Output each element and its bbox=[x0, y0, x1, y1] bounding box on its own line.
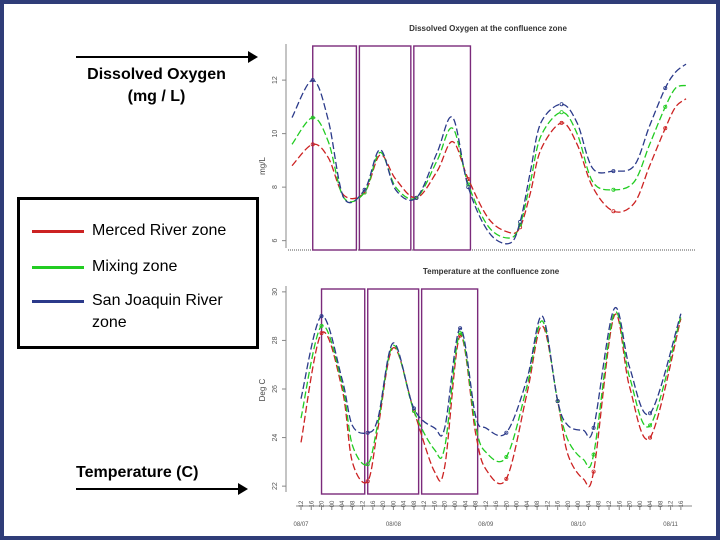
legend-line-merced bbox=[32, 230, 84, 233]
do-chart-title: Dissolved Oxygen at the confluence zone bbox=[409, 24, 567, 33]
temp-series-line-1 bbox=[301, 312, 681, 468]
legend-label-merced: Merced River zone bbox=[92, 222, 227, 239]
temp-xtick-label: 08 bbox=[473, 500, 480, 508]
temp-ytick-label: 24 bbox=[272, 433, 279, 442]
temp-data-point bbox=[648, 412, 651, 415]
do-ytick-label: 6 bbox=[272, 238, 279, 243]
legend-item-san-joaquin bbox=[32, 290, 252, 338]
temp-ytick-label: 22 bbox=[272, 482, 279, 490]
temp-xtick-label: 16 bbox=[309, 500, 316, 508]
temp-ytick-label: 26 bbox=[272, 385, 279, 393]
temp-xtick-label: 00 bbox=[391, 500, 398, 508]
legend-line-san-joaquin bbox=[32, 300, 84, 303]
temp-xtick-label: 08 bbox=[350, 500, 357, 508]
do-highlight-window bbox=[313, 46, 357, 250]
temp-date-label: 08/07 bbox=[293, 522, 309, 528]
temp-xtick-label: 00 bbox=[329, 500, 336, 508]
do-y-label: mg/L bbox=[258, 157, 267, 175]
do-arrow bbox=[76, 56, 256, 58]
temp-xtick-label: 00 bbox=[637, 500, 644, 508]
temp-series-line-0 bbox=[301, 314, 681, 487]
temp-xtick-label: 20 bbox=[565, 500, 572, 508]
temp-xtick-label: 04 bbox=[524, 500, 531, 508]
temp-xtick-label: 12 bbox=[299, 500, 305, 508]
temp-xtick-label: 16 bbox=[678, 500, 685, 508]
temp-xtick-label: 00 bbox=[514, 500, 521, 508]
temp-xtick-label: 16 bbox=[370, 500, 377, 508]
temp-xtick-label: 08 bbox=[658, 500, 665, 508]
do-ytick-label: 12 bbox=[272, 76, 279, 84]
legend-item-mixing bbox=[32, 256, 252, 280]
temp-xtick-label: 12 bbox=[360, 500, 367, 508]
temperature-chart bbox=[256, 260, 700, 536]
temp-xtick-label: 04 bbox=[340, 500, 347, 508]
temp-xtick-label: 08 bbox=[596, 500, 603, 508]
temp-xtick-label: 20 bbox=[627, 500, 634, 508]
legend-item-merced bbox=[32, 220, 252, 244]
temp-date-label: 08/10 bbox=[570, 522, 586, 528]
temp-xtick-label: 16 bbox=[555, 500, 562, 508]
temp-xtick-label: 16 bbox=[432, 500, 439, 508]
temp-xtick-label: 20 bbox=[442, 500, 449, 508]
temp-xtick-label: 12 bbox=[422, 500, 429, 508]
temperature-label: Temperature (C) bbox=[76, 464, 199, 481]
do-series-line-2 bbox=[292, 64, 686, 244]
temp-xtick-label: 16 bbox=[494, 500, 501, 508]
temp-xtick-label: 12 bbox=[483, 500, 490, 508]
temp-xtick-label: 20 bbox=[504, 500, 511, 508]
temp-ytick-label: 30 bbox=[272, 288, 279, 296]
temp-highlight-window bbox=[368, 289, 419, 494]
do-ytick-label: 8 bbox=[272, 185, 279, 190]
do-series-line-1 bbox=[292, 86, 686, 239]
temp-xtick-label: 08 bbox=[535, 500, 542, 508]
legend-label-san-joaquin: San Joaquin River zone bbox=[92, 292, 223, 331]
temp-series-line-2 bbox=[301, 308, 681, 438]
temp-xtick-label: 00 bbox=[453, 500, 459, 508]
dissolved-oxygen-label: Dissolved Oxygen (mg / L) bbox=[87, 66, 226, 105]
temp-xtick-label: 04 bbox=[401, 500, 408, 508]
temp-xtick-label: 04 bbox=[463, 500, 470, 508]
temp-xtick-label: 08 bbox=[411, 500, 418, 508]
temp-xtick-label: 16 bbox=[617, 500, 624, 508]
temperature-arrow bbox=[76, 488, 246, 490]
do-data-point bbox=[560, 103, 563, 106]
do-series-line-0 bbox=[292, 99, 686, 234]
temp-xtick-label: 20 bbox=[381, 500, 388, 508]
dissolved-oxygen-chart bbox=[256, 20, 700, 256]
do-ytick-label: 10 bbox=[272, 129, 279, 138]
temp-y-label: Deg C bbox=[258, 378, 267, 402]
temp-ytick-label: 28 bbox=[272, 336, 279, 345]
legend-box bbox=[17, 197, 259, 349]
temp-xtick-label: 12 bbox=[607, 500, 613, 508]
temp-date-label: 08/08 bbox=[385, 522, 401, 528]
do-highlight-window bbox=[359, 46, 410, 250]
temp-xtick-label: 12 bbox=[545, 500, 552, 508]
legend-line-mixing bbox=[32, 266, 84, 269]
legend-label-mixing: Mixing zone bbox=[92, 258, 178, 275]
temp-chart-title: Temperature at the confluence zone bbox=[422, 267, 560, 276]
temp-xtick-label: 04 bbox=[648, 500, 655, 508]
temp-xtick-label: 12 bbox=[668, 500, 675, 508]
temp-xtick-label: 04 bbox=[586, 500, 593, 508]
temp-xtick-label: 20 bbox=[319, 500, 326, 508]
temp-date-label: 08/11 bbox=[663, 522, 678, 528]
temp-xtick-label: 00 bbox=[576, 500, 583, 508]
temp-date-label: 08/09 bbox=[478, 522, 494, 528]
